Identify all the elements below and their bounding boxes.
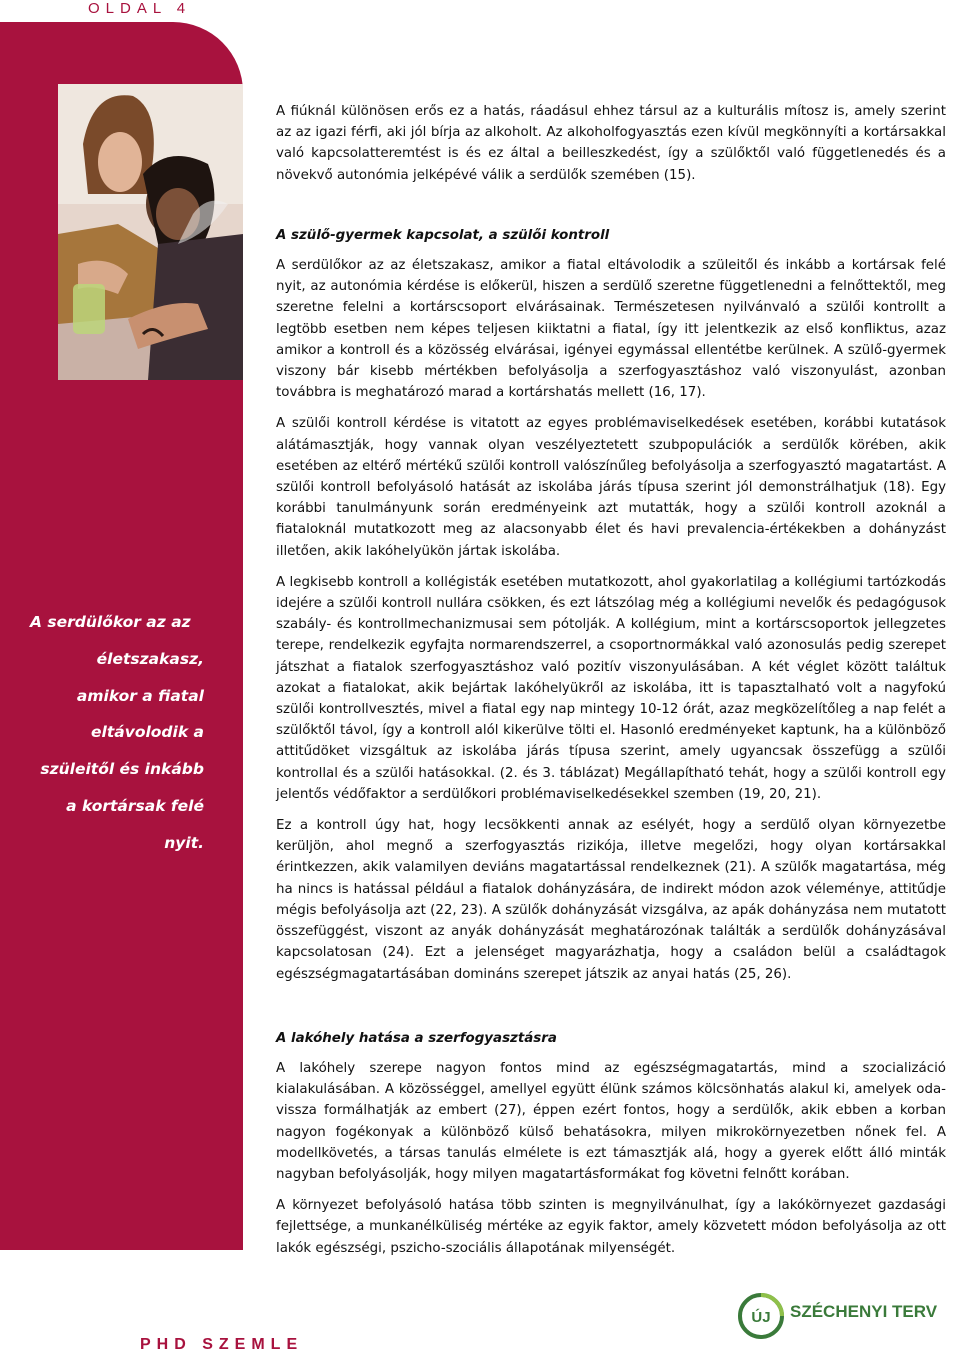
section-parent-child xyxy=(276,225,946,995)
pull-quote-line: A serdülőkor az az xyxy=(30,613,191,631)
pull-quote-line: életszakasz, xyxy=(96,649,204,668)
intro-paragraph: A fiúknál különösen erős ez a hatás, ráadásul ehhez társul az a kulturális mítosz is, amely szerint az az igazi férfi, aki jól bírja az alkoholt. Az alkoholfogyasztás ezen kívül megkönnyíti a kortársakkal való kapcsolatteremtést is és ez által a beilleszkedést, így a szülőktől való függetlenedés és a növekvő autonómia jelképévé válik a serdülők szemében (15). xyxy=(276,104,946,183)
journal-brand: PHD SZEMLE xyxy=(140,1336,304,1353)
szechenyi-logo-icon xyxy=(738,1293,784,1339)
pull-quote-line: eltávolodik a xyxy=(91,723,204,742)
body-paragraph: A környezet befolyásoló hatása több szinten is megnyilvánulhat, így a lakókörnyezet gazdasági fejlettsége, a munkanélküliség mértéke az egyik faktor, amely közvetett módon befolyásolja az ott lakók egészségi, pszicho-szociális állapotának milyenségét. xyxy=(276,1198,946,1256)
body-paragraph: Ez a kontroll úgy hat, hogy lecsökkenti annak az esélyét, hogy a serdülő olyan környezetbe kerüljön, ahol megnő a szerfogyasztás rizikója, illetve megelőzi, hogy olyan kortársakkal érintkezzen, akik valamilyen deviáns magatartással rendelkeznek (21). A szülők magatartása, még ha nincs is hatással például a fiatalok dohányzására, de indirekt módon azok véleménye, attitűdje mégis befolyásolja azt (22, 23). A szülők dohányzását vizsgálva, az apák dohányzása nem mutatott összefüggést, viszont az anyák dohányzását meghatározónak találták a serdülők dohányzásával kapcsolatosan (24). Ezt a jelenséget magyarázhatja, hogy a családon belül a családtagok egészségmagatartásában domináns szerepet játszik az anyai hatás (25, 26). xyxy=(276,818,946,982)
logo-text: SZÉCHENYI TERV xyxy=(790,1302,938,1321)
pull-quote-line: amikor a fiatal xyxy=(76,686,204,705)
pull-quote-line: a kortársak felé xyxy=(66,796,204,815)
body-paragraph: A serdülőkor az az életszakasz, amikor a fiatal eltávolodik a szüleitől és inkább a kortársak felé nyit, az autonómia kérdése is előkerül, hiszen a serdülő szeretne függetlenedni a felnőttektől, meg szeretne felelni a kortárscsoport elvárásainak. Természetesen nyilvánvaló a szülői kontrollt a legtöbb esetben nem képes teljesen kiiktatni a fiatal, így itt jelentkezik az első konfliktus, azaz amikor a kontroll és a közösség elvárásai, igényei egymással ellentétbe kerülnek. A szülő-gyermek viszony bár kisebb mértékben befolyásolja a szerfogyasztáshoz való viszonyulást, azonban továbbra is meghatározó marad a kortárshatás mellett (16, 17). xyxy=(276,258,946,401)
teen-smoking-photo xyxy=(58,84,243,380)
body-paragraph: A lakóhely szerepe nagyon fontos mind az egészségmagatartás, mind a szocializáció kialakulásában. A közösséggel, amellyel együtt élünk számos kölcsönhatás alakul ki, amelyek oda-vissza formálhatják az embert (27), éppen ezért fontos, hogy a serdülők, akik ebben a korban nagyon fogékonyak a különböző külső behatásokra, milyen mikrokörnyezetben nőnek fel. A modellkövetés, a társas tanulás elmélete is ezt támasztják alá, hogy a gyerek előtt álló minták nagyban befolyásolják, hogy milyen magatartásformákat fog követni felnőtt korában. xyxy=(276,1061,946,1183)
logo-mark: ÚJ xyxy=(751,1309,771,1326)
section-heading-residence: A lakóhely hatása a szerfogyasztásra xyxy=(276,1031,557,1046)
pull-quote-line: nyit. xyxy=(164,833,204,852)
szechenyi-terv-logo xyxy=(738,1293,938,1343)
body-paragraph: A legkisebb kontroll a kollégisták esetében mutatkozott, ahol gyakorlatilag a kollégiumi tartózkodás idejére a szülői kontroll nullára csökken, és ezt látszólag még a kollégiumi nevelők és pedagógusok szabály- és kontrollmechanizmusai sem pótolják. A kollégium, mint a kortárscsoportok jellegzetes terepe, rendelkezik egyfajta normarendszerrel, a csoportnormákkal való azonosulás pedig szerepet játszhat a fiatalok szerfogyasztáshoz való pozitív viszonyulásában. A két véglet között találtuk azokat a fiatalokat, akik bejártak lakóhelyükről az iskolába, itt is tapasztalható volt a nagyfokú szülői kontrollvesztés, mivel a fiatal egy nap mintegy 10-12 órát, azaz megközelítőleg a nap felét a szülőktől távol, így a kontroll alól kikerülve tölti el. Hasonló eredményeket kaptunk, ha a különböző attitűdöket vizsgáltuk az iskolába járás típusa szerint, amely ugyancsak összefügg a szülői kontrollal és a szülői hatásokkal. (2. és 3. táblázat) Megállapítható tehát, hogy a szülői kontroll egy jelentős védőfaktor a serdülőkori problémaviselkedésekkel szemben (19, 20, 21). xyxy=(276,574,946,802)
section-heading-parent-control: A szülő-gyermek kapcsolat, a szülői kontroll xyxy=(276,228,610,243)
body-paragraph: A szülői kontroll kérdése is vitatott az egyes problémaviselkedések esetében, korábbi kutatások alátámasztják, hogy vannak olyan veszélyeztetett szubpopulációk a serdülők körében, akik esetében az eltérő mértékű szülői kontroll valószínűleg befolyásolja a szerfogyasztó magatartást. A szülői kontroll befolyásoló hatását az iskolába járás típusa szerint jól demonstrálhatjuk (18). Egy korábbi tanulmányunk során eredményeink azt mutatták, hogy a szülői kontroll azoknál a fiataloknál mutatkozott meg az alacsonyabb élet és havi prevalencia-értékekben a dohányzást illetően, akik lakóhelyükön jártak iskolába. xyxy=(276,416,946,559)
section-residence xyxy=(276,1028,946,1269)
intro-block xyxy=(276,101,946,196)
sidebar-pull-quote xyxy=(30,604,204,862)
pull-quote-line: szüleitől és inkább xyxy=(40,760,204,779)
page-header-label: OLDAL 4 xyxy=(88,0,192,17)
